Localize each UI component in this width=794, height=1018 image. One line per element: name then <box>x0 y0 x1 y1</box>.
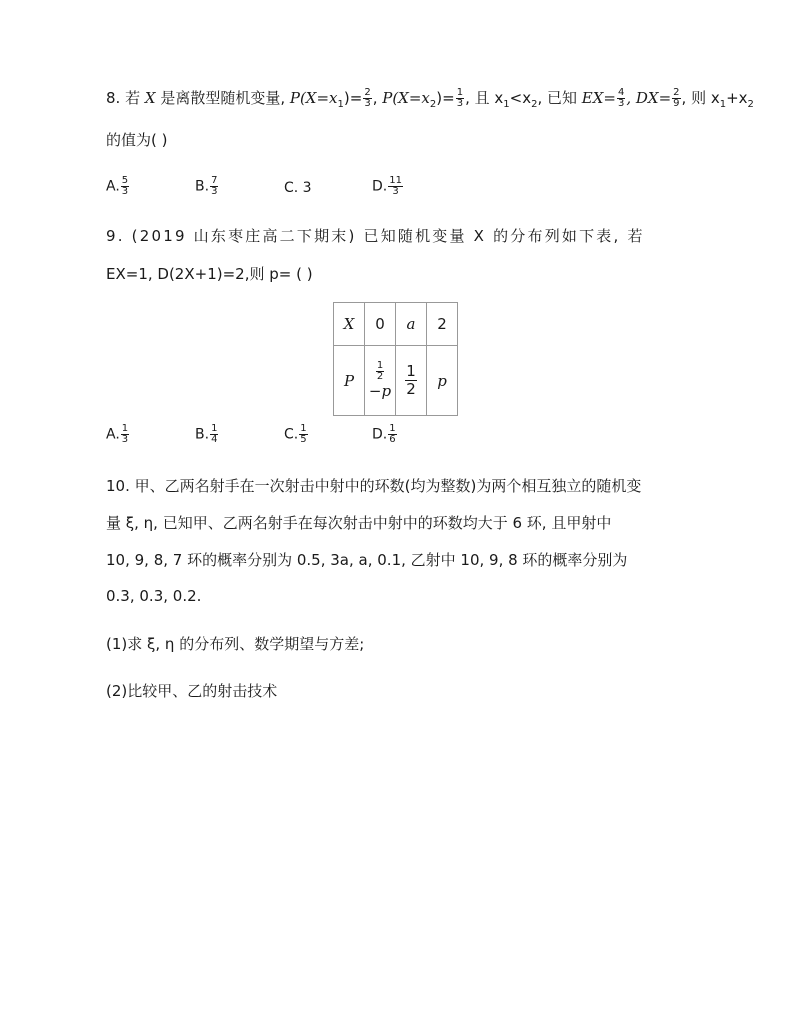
q9-line-1: 9. (2019 山东枣庄高二下期末) 已知随机变量 X 的分布列如下表, 若 <box>106 227 645 245</box>
fraction: $\frac{2}{3}$ <box>364 87 371 109</box>
q9-option-c: C. $\frac{1}{5}$ <box>284 423 307 445</box>
q9-option-d: D. $\frac{1}{6}$ <box>372 423 396 445</box>
q10-line-4: 0.3, 0.3, 0.2. <box>106 587 202 605</box>
q9-line-2: EX=1, D(2X+1)=2,则 p= ( ) <box>106 265 313 283</box>
table-row <box>334 346 458 416</box>
q8-line-2: 的值为( ) <box>106 131 168 149</box>
fraction: $\frac{2}{9}$ <box>673 87 680 109</box>
q8-option-b: B. $\frac{7}{3}$ <box>195 175 218 197</box>
q8-line-1: 8. 若 X 是离散型随机变量, $P(X=x_1)=$ $\frac{2}{3}$ , $P(X=x_2)=$ $\frac{1}{3}$ , 且 $x_1<x_2$, 已知 EX= $\frac{4}{3}$ , DX= $\frac{2}{9}$ , 则 $x_1+x_2$ <box>106 87 754 110</box>
table-row <box>334 303 458 346</box>
table-header-a: a <box>396 303 427 346</box>
table-header-2: 2 <box>427 303 458 346</box>
table-cell-p-value: p <box>427 346 458 416</box>
q10-line-3: 10, 9, 8, 7 环的概率分别为 0.5, 3a, a, 0.1, 乙射中 10, 9, 8 环的概率分别为 <box>106 551 628 569</box>
q10-sub-question-2: (2)比较甲、乙的射击技术 <box>106 682 278 700</box>
table-header-0: 0 <box>365 303 396 346</box>
q8-option-d: D. $\frac{11}{3}$ <box>372 175 402 197</box>
fraction: $\frac{1}{3}$ <box>456 87 464 109</box>
q10-line-1: 10. 甲、乙两名射手在一次射击中射中的环数(均为整数)为两个相互独立的随机变 <box>106 477 642 495</box>
table-cell-p: P <box>334 346 365 416</box>
fraction: $\frac{4}{3}$ <box>617 87 625 109</box>
q8-option-c: C. 3 <box>284 180 312 196</box>
q9-option-a: A. $\frac{1}{3}$ <box>106 423 129 445</box>
q10-line-2: 量 ξ, η, 已知甲、乙两名射手在每次射击中射中的环数均大于 6 环, 且甲射中 <box>106 514 612 532</box>
table-header-x: X <box>334 303 365 346</box>
table-cell-half: $\frac{1}{2}$ <box>396 346 427 416</box>
q10-sub-question-1: (1)求 ξ, η 的分布列、数学期望与方差; <box>106 635 365 653</box>
q8-option-a: A. $\frac{5}{3}$ <box>106 175 129 197</box>
q9-option-b: B. $\frac{1}{4}$ <box>195 423 218 445</box>
table-cell-half-minus-p: $\frac{1}{2}$ −p <box>365 346 396 416</box>
distribution-table <box>333 302 458 416</box>
